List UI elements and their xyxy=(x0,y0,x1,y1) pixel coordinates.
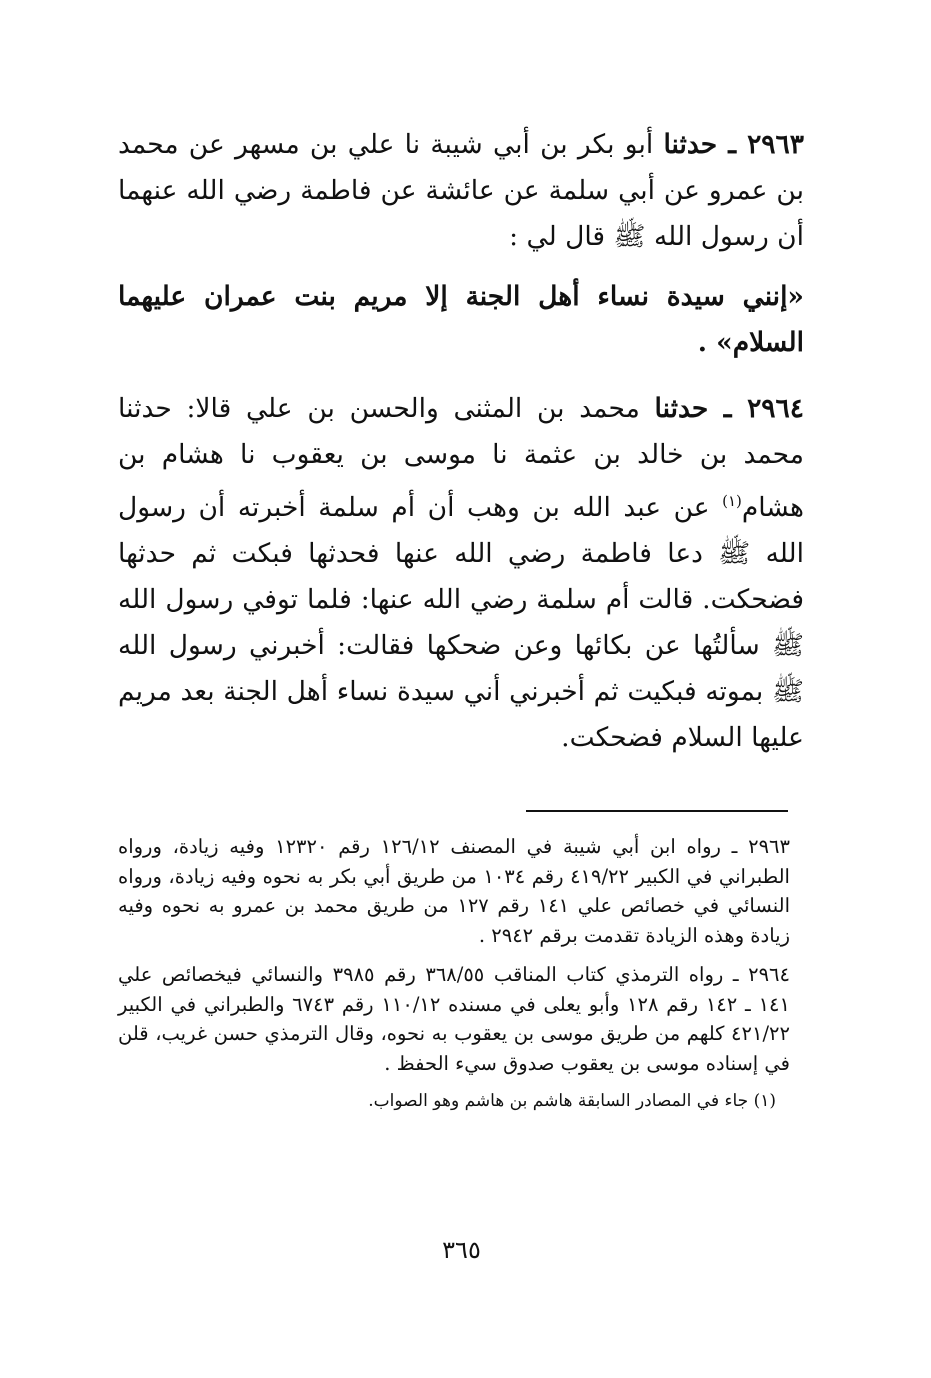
footnote-text: ـ رواه ابن أبي شيبة في المصنف ١٢٦/١٢ رقم ١٢٣٢٠ وفيه زيادة، ورواه الطبراني في الكبير ٤١٩/٢٢ رقم ١٠٣٤ من طريق أبي بكر به نحوه وفيه زيادة، ورواه النسائي في خصائص علي ١٤١ رقم ١٢٧ من طريق محمد بن عمرو به نحوه وفيه زيادة وهذه الزيادة تقدمت برقم ٢٩٤٢ . xyxy=(118,835,790,947)
page-number xyxy=(0,1236,931,1264)
hadith-text-continued: عن عبد الله بن وهب أن أم سلمة أخبرته أن رسول الله ﷺ دعا فاطمة رضي الله عنها فحدثها فبكت ثم حدثها فضحكت. قالت أم سلمة رضي الله عنها: فلما توفي رسول الله ﷺ سألتُها عن بكائها وعن ضحكها فقالت: أخبرني رسول الله ﷺ بموته فبكيت ثم أخبرني أني سيدة نساء أهل الجنة بعد مريم عليها السلام فضحكت. xyxy=(118,491,804,753)
hadith-dash: ـ xyxy=(717,129,748,160)
footnotes xyxy=(118,832,790,1114)
footnote-2963 xyxy=(118,832,790,950)
hadith-text: محمد بن المثنى والحسن بن علي قالا: حدثنا محمد بن خالد بن عثمة نا موسى بن يعقوب نا هشام بن هشام xyxy=(118,393,804,523)
hadith-dash: ـ xyxy=(708,393,748,424)
footnote-number: ٢٩٦٤ xyxy=(748,963,790,986)
hadith-text: أبو بكر بن أبي شيبة نا علي بن مسهر عن محمد بن عمرو عن أبي سلمة عن عائشة عن فاطمة رضي الله عنهما أن رسول الله ﷺ قال لي : xyxy=(118,129,804,252)
footnote-reference: (١) xyxy=(722,492,742,510)
footnote-2964 xyxy=(118,960,790,1078)
footnote-separator xyxy=(526,810,788,812)
footnote-number: ٢٩٦٣ xyxy=(748,835,790,858)
hadith-2964 xyxy=(118,386,804,761)
hadith-number: ٢٩٦٣ xyxy=(747,129,805,160)
hadith-lead-word: حدثنا xyxy=(663,129,718,160)
footnote-sub-note: (١) جاء في المصادر السابقة هاشم بن هاشم وهو الصواب. xyxy=(368,1091,776,1111)
footnote-text: ـ رواه الترمذي كتاب المناقب ٣٦٨/٥٥ رقم ٣٩٨٥ والنسائي فيخصائص علي ١٤١ ـ ١٤٢ رقم ١٢٨ وأبو يعلى في مسنده ١١٠/١٢ رقم ٦٧٤٣ والطبراني في الكبير ٤٢١/٢٢ كلهم من طريق موسى بن يعقوب به نحوه، وقال الترمذي حسن غريب، قلن في إسناده موسى بن يعقوب صدوق سيء الحفظ . xyxy=(118,963,790,1075)
hadith-lead-word: حدثنا xyxy=(654,393,709,424)
hadith-2963 xyxy=(118,122,804,260)
hadith-quote: «إنني سيدة نساء أهل الجنة إلا مريم بنت عمران عليهما السلام» . xyxy=(118,281,804,358)
hadith-number: ٢٩٦٤ xyxy=(747,393,804,424)
main-text xyxy=(118,122,804,775)
page-number-text: ٣٦٥ xyxy=(442,1236,481,1264)
